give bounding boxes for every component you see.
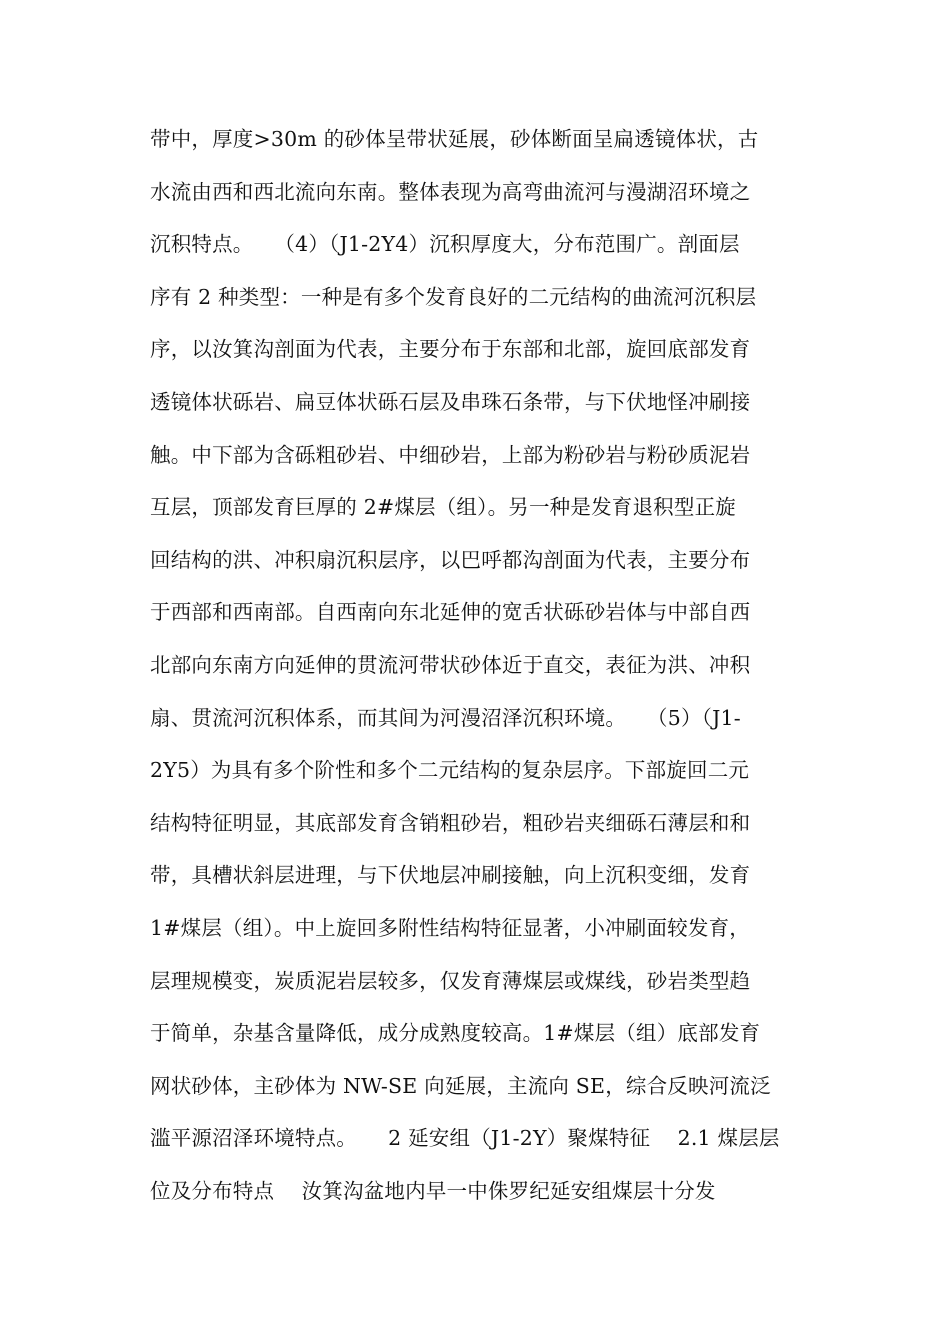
text-line: 2Y5）为具有多个阶性和多个二元结构的复杂层序。下部旋回二元: [150, 758, 750, 783]
text-line: 于西部和西南部。自西南向东北延伸的宽舌状砾砂岩体与中部自西: [150, 600, 751, 625]
body-paragraph: [150, 113, 810, 1217]
text-line: 回结构的洪、冲积扇沉积层序，以巴呼都沟剖面为代表，主要分布: [150, 547, 751, 572]
text-line: 触。中下部为含砾粗砂岩、中细砂岩，上部为粉砂岩与粉砂质泥岩: [150, 442, 751, 467]
text-line: 位及分布特点 汝箕沟盆地内早一中侏罗纪延安组煤层十分发: [150, 1178, 716, 1203]
text-line: 带，具槽状斜层进理，与下伏地层冲刷接触，向上沉积变细，发育: [150, 863, 751, 888]
text-line: 网状砂体，主砂体为 NW-SE 向延展，主流向 SE，综合反映河流泛: [150, 1073, 771, 1098]
text-line: 滥平源沼泽环境特点。 2 延安组（J1-2Y）聚煤特征 2.1 煤层层: [150, 1126, 780, 1151]
text-line: 于简单，杂基含量降低，成分成熟度较高。1#煤层（组）底部发育: [150, 1021, 761, 1046]
text-line: 结构特征明显，其底部发育含销粗砂岩，粗砂岩夹细砾石薄层和和: [150, 810, 751, 835]
text-line: 北部向东南方向延伸的贯流河带状砂体近于直交，表征为洪、冲积: [150, 652, 751, 677]
text-line: 沉积特点。 （4）（J1-2Y4）沉积厚度大，分布范围广。剖面层: [150, 232, 740, 257]
text-line: 互层，顶部发育巨厚的 2#煤层（组）。另一种是发育退积型正旋: [150, 495, 736, 520]
text-line: 透镜体状砾岩、扁豆体状砾石层及串珠石条带，与下伏地怪冲刷接: [150, 389, 751, 414]
text-line: 序，以汝箕沟剖面为代表，主要分布于东部和北部，旋回底部发育: [150, 337, 751, 362]
text-line: 扇、贯流河沉积体系，而其间为河漫沼泽沉积环境。 （5）（J1-: [150, 705, 741, 730]
text-line: 带中，厚度>30m 的砂体呈带状延展，砂体断面呈扁透镜体状，古: [150, 127, 759, 151]
text-line: 1#煤层（组）。中上旋回多附性结构特征显著，小冲刷面较发育，: [150, 915, 750, 940]
text-line: 水流由西和西北流向东南。整体表现为高弯曲流河与漫湖沼环境之: [150, 179, 751, 204]
text-line: 序有 2 种类型：一种是有多个发育良好的二元结构的曲流河沉积层: [150, 284, 757, 309]
text-line: 层理规模变，炭质泥岩层较多，仅发育薄煤层或煤线，砂岩类型趋: [150, 968, 751, 993]
